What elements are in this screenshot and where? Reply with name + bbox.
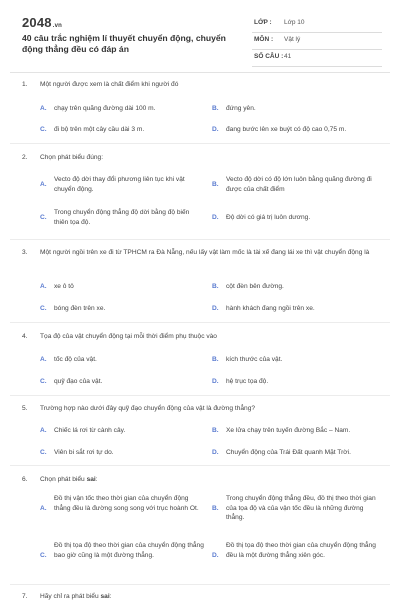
- meta-row-count: [252, 50, 382, 67]
- meta-label: MÔN :: [254, 36, 274, 43]
- question-divider: [10, 239, 390, 240]
- question-text: Hãy chỉ ra phát biểu sai:: [40, 593, 112, 600]
- document-page: 2048.vn 40 câu trắc nghiệm lí thuyết chuyển động, chuyển động thẳng đều có đáp án LỚP : Lớp 10 MÔN : Vật lý SỐ CÂU : 41 1. Một người được xem là chất điểm khi người đó A. chạy trên quãng đường dài 100 m. B. đứng yên. C. đi bộ trên một cây cầu dài 3 m. D. đang bước lên xe buýt có độ cao 0,75 m. 2. Chọn phát biểu đúng: A. Vecto độ dời thay đổi phương liên tục khi vật chuyển động. B. Vecto độ dời có độ lớn luôn bằng quãng đường đi được của chất điểm C. Trong chuyển động thẳng độ dời bằng độ biến thiên tọa độ. D. Độ dời có giá trị luôn dương. 3. Một người ngồi trên xe đi từ TPHCM ra Đà Nẵng, nếu lấy vật làm mốc là tài xế đang lái xe thì vật chuyển động là A. xe ô tô B. cột đèn bên đường. C. bóng đèn trên xe. D. hành khách đang ngồi trên xe. 4. Tọa độ của vật chuyển động tại mỗi thời điểm phụ thuộc vào A. tốc độ của vật. B. kích thước của vật. C. quỹ đạo của vật. D. hệ trục tọa độ. 5. Trường hợp nào dưới đây quỹ đạo chuyển động của vật là đường thẳng? A. Chiếc lá rơi từ cành cây. B. Xe lửa chạy trên tuyến đường Bắc – Nam. C. Viên bi sắt rơi tự do. D. Chuyển động của Trái Đất quanh Mặt Trời. 6. Chọn phát biểu sai: A. Đồ thị vận tốc theo thời gian của chuyển động thẳng đều là đường song song với trục hoành Ot. B. Trong chuyển động thẳng đều, đồ thị theo thời gian của tọa độ và của vận tốc đều là những đường thẳng. C. Đồ thị tọa độ theo thời gian của chuyển động thẳng bao giờ cũng là một đường thẳng. D. Đồ thị tọa độ theo thời gian của chuyển động thẳng đều là một đường thẳng xiên góc. 7. Hãy chỉ ra phát biểu sai:: [0, 0, 400, 600]
- question-text: Một người ngồi trên xe đi từ TPHCM ra Đà Nẵng, nếu lấy vật làm mốc là tài xế đang lái xe thì vật chuyển động là: [40, 249, 370, 256]
- question-text: Chọn phát biểu đúng:: [40, 154, 104, 161]
- question-text: Chọn phát biểu sai:: [40, 476, 98, 483]
- question-number: 4.: [22, 333, 28, 340]
- meta-value: Vật lý: [284, 36, 301, 43]
- question-number: 1.: [22, 81, 28, 88]
- meta-label: LỚP :: [254, 19, 272, 26]
- meta-row-class: [252, 16, 382, 33]
- meta-label: SỐ CÂU :: [254, 53, 284, 60]
- question-text: Một người được xem là chất điểm khi người đó: [40, 81, 179, 88]
- meta-row-subject: [252, 33, 382, 50]
- document-header: [0, 0, 400, 64]
- site-logo[interactable]: 2048.vn: [22, 15, 63, 30]
- question-divider: [10, 395, 390, 396]
- question-number: 7.: [22, 593, 28, 600]
- question-number: 6.: [22, 476, 28, 483]
- question-divider: [10, 143, 390, 144]
- question-divider: [10, 322, 390, 323]
- document-meta: [252, 16, 382, 67]
- question-number: 3.: [22, 249, 28, 256]
- question-divider: [10, 584, 390, 585]
- meta-value: 41: [284, 53, 292, 60]
- question-text: Tọa độ của vật chuyển động tại mỗi thời điểm phụ thuộc vào: [40, 333, 217, 340]
- question-number: 2.: [22, 154, 28, 161]
- question-text: Trường hợp nào dưới đây quỹ đạo chuyển động của vật là đường thẳng?: [40, 405, 256, 412]
- question-number: 5.: [22, 405, 28, 412]
- question-divider: [10, 465, 390, 466]
- header-divider: [10, 72, 390, 73]
- document-title: 40 câu trắc nghiệm lí thuyết chuyển động, chuyển động thẳng đều có đáp án: [22, 33, 226, 54]
- meta-value: Lớp 10: [284, 19, 305, 26]
